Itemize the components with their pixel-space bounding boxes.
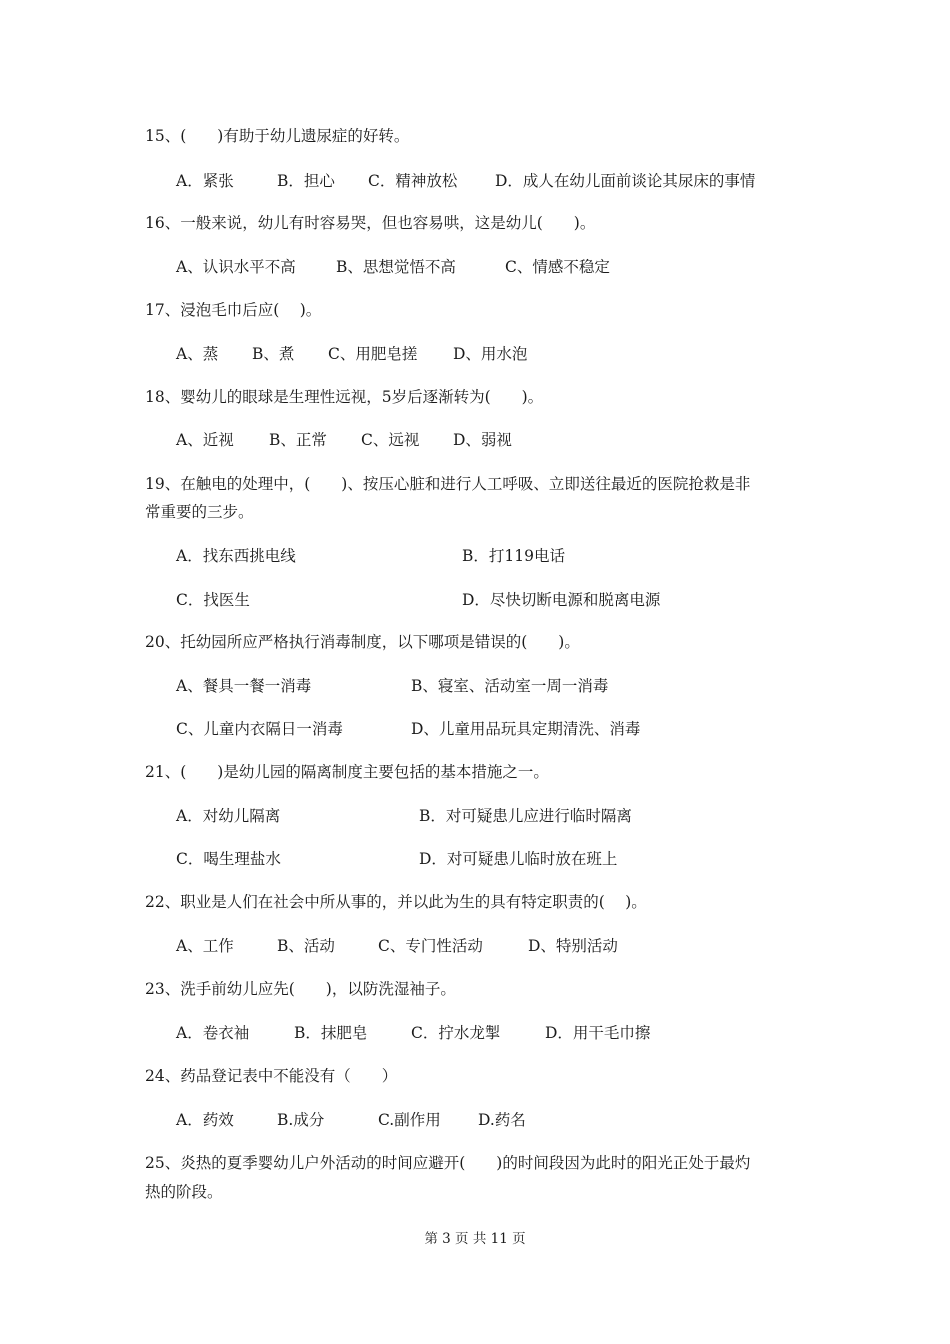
question-16-stem: 16、一般来说，幼儿有时容易哭，但也容易哄，这是幼儿( )。 [145,214,596,232]
question-20-option-d: D、儿童用品玩具定期清洗、消毒 [411,720,641,738]
question-16-option-b: B、思想觉悟不高 [336,258,456,276]
question-21-option-c: C．喝生理盐水 [176,850,281,868]
question-18-option-a: A、近视 [176,431,234,449]
question-18-option-d: D、弱视 [453,431,512,449]
question-17-option-c: C、用肥皂搓 [328,345,418,363]
question-18-option-b: B、正常 [269,431,327,449]
question-20-option-c: C、儿童内衣隔日一消毒 [176,720,343,738]
question-22-option-a: A、工作 [176,937,234,955]
question-24-option-b: B.成分 [277,1111,325,1129]
question-23-stem: 23、洗手前幼儿应先( )，以防洗湿袖子。 [145,980,456,998]
question-19-stem-line-2: 常重要的三步。 [145,503,254,521]
question-22-stem: 22、职业是人们在社会中所从事的，并以此为生的具有特定职责的( )。 [145,893,647,911]
question-19-stem-line-1: 19、在触电的处理中，( )、按压心脏和进行人工呼吸、立即送往最近的医院抢救是非 [145,475,751,493]
question-22-option-c: C、专门性活动 [378,937,483,955]
question-21-option-b: B．对可疑患儿应进行临时隔离 [419,807,632,825]
question-16-option-c: C、情感不稳定 [505,258,610,276]
question-15-option-b: B．担心 [277,172,335,190]
question-23-option-a: A．卷衣袖 [176,1024,250,1042]
question-20-option-b: B、寝室、活动室一周一消毒 [411,677,609,695]
question-15-option-d: D．成人在幼儿面前谈论其尿床的事情 [495,172,756,190]
question-24-stem: 24、药品登记表中不能没有（ ） [145,1067,398,1085]
question-20-option-a: A、餐具一餐一消毒 [176,677,312,695]
question-22-option-b: B、活动 [277,937,335,955]
question-15-option-c: C．精神放松 [368,172,458,190]
question-24-option-a: A．药效 [176,1111,234,1129]
question-22-option-d: D、特别活动 [528,937,618,955]
question-18-option-c: C、远视 [361,431,420,449]
question-19-option-a: A．找东西挑电线 [176,547,296,565]
question-24-option-c: C.副作用 [378,1111,441,1129]
question-25-stem-line-1: 25、炎热的夏季婴幼儿户外活动的时间应避开( )的时间段因为此时的阳光正处于最灼 [145,1154,751,1172]
question-19-option-b: B．打119电话 [462,547,565,565]
question-21-option-d: D．对可疑患儿临时放在班上 [419,850,618,868]
question-25-stem-line-2: 热的阶段。 [145,1183,223,1201]
question-19-option-d: D．尽快切断电源和脱离电源 [462,591,661,609]
question-20-stem: 20、托幼园所应严格执行消毒制度，以下哪项是错误的( )。 [145,633,580,651]
question-23-option-d: D．用干毛巾擦 [545,1024,651,1042]
question-16-option-a: A、认识水平不高 [176,258,296,276]
question-15-option-a: A．紧张 [176,172,234,190]
question-24-option-d: D.药名 [478,1111,526,1129]
question-19-option-c: C．找医生 [176,591,250,609]
question-18-stem: 18、婴幼儿的眼球是生理性远视，5岁后逐渐转为( )。 [145,388,544,406]
question-23-option-b: B．抹肥皂 [294,1024,368,1042]
page-number-footer: 第 3 页 共 11 页 [424,1231,526,1247]
question-17-option-d: D、用水泡 [453,345,528,363]
question-23-option-c: C．拧水龙掣 [411,1024,501,1042]
question-21-option-a: A．对幼儿隔离 [176,807,281,825]
question-17-option-b: B、煮 [252,345,295,363]
question-21-stem: 21、( )是幼儿园的隔离制度主要包括的基本措施之一。 [145,763,549,781]
question-17-stem: 17、浸泡毛巾后应( )。 [145,301,322,319]
question-15-stem: 15、( )有助于幼儿遗尿症的好转。 [145,127,410,145]
question-17-option-a: A、蒸 [176,345,219,363]
